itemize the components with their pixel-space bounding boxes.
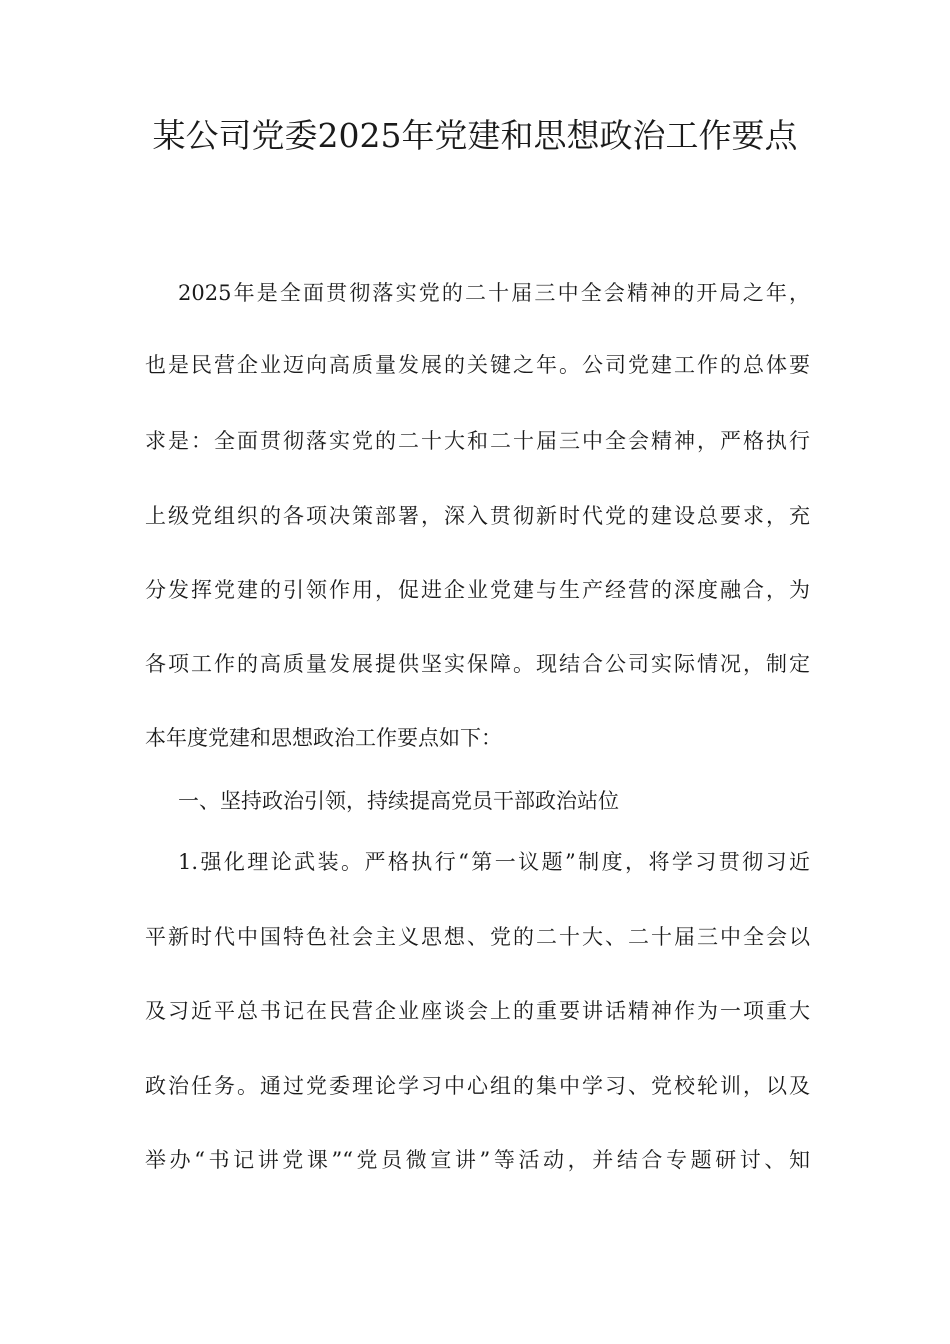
intro-line-6: 各项工作的高质量发展提供坚实保障。现结合公司实际情况，制定 xyxy=(145,652,810,676)
intro-line-2: 也是民营企业迈向高质量发展的关键之年。公司党建工作的总体要 xyxy=(145,353,810,377)
section-heading: 一、坚持政治引领，持续提高党员干部政治站位 xyxy=(178,789,619,813)
intro-line-5: 分发挥党建的引领作用，促进企业党建与生产经营的深度融合，为 xyxy=(145,578,810,602)
intro-line-4: 上级党组织的各项决策部署，深入贯彻新时代党的建设总要求，充 xyxy=(145,504,810,528)
item1-line-5: 举办“书记讲党课”“党员微宣讲”等活动，并结合专题研讨、知 xyxy=(145,1148,810,1172)
intro-line-7: 本年度党建和思想政治工作要点如下： xyxy=(145,726,502,750)
document-title: 某公司党委2025年党建和思想政治工作要点 xyxy=(152,116,798,155)
intro-line-1: 2025年是全面贯彻落实党的二十届三中全会精神的开局之年， xyxy=(178,281,810,305)
item1-line-1: 1.强化理论武装。严格执行“第一议题”制度，将学习贯彻习近 xyxy=(178,850,810,874)
item1-line-3: 及习近平总书记在民营企业座谈会上的重要讲话精神作为一项重大 xyxy=(145,999,810,1023)
item1-line-2: 平新时代中国特色社会主义思想、党的二十大、二十届三中全会以 xyxy=(145,925,810,949)
item1-line-4: 政治任务。通过党委理论学习中心组的集中学习、党校轮训，以及 xyxy=(145,1074,810,1098)
intro-line-3: 求是：全面贯彻落实党的二十大和二十届三中全会精神，严格执行 xyxy=(145,429,810,453)
